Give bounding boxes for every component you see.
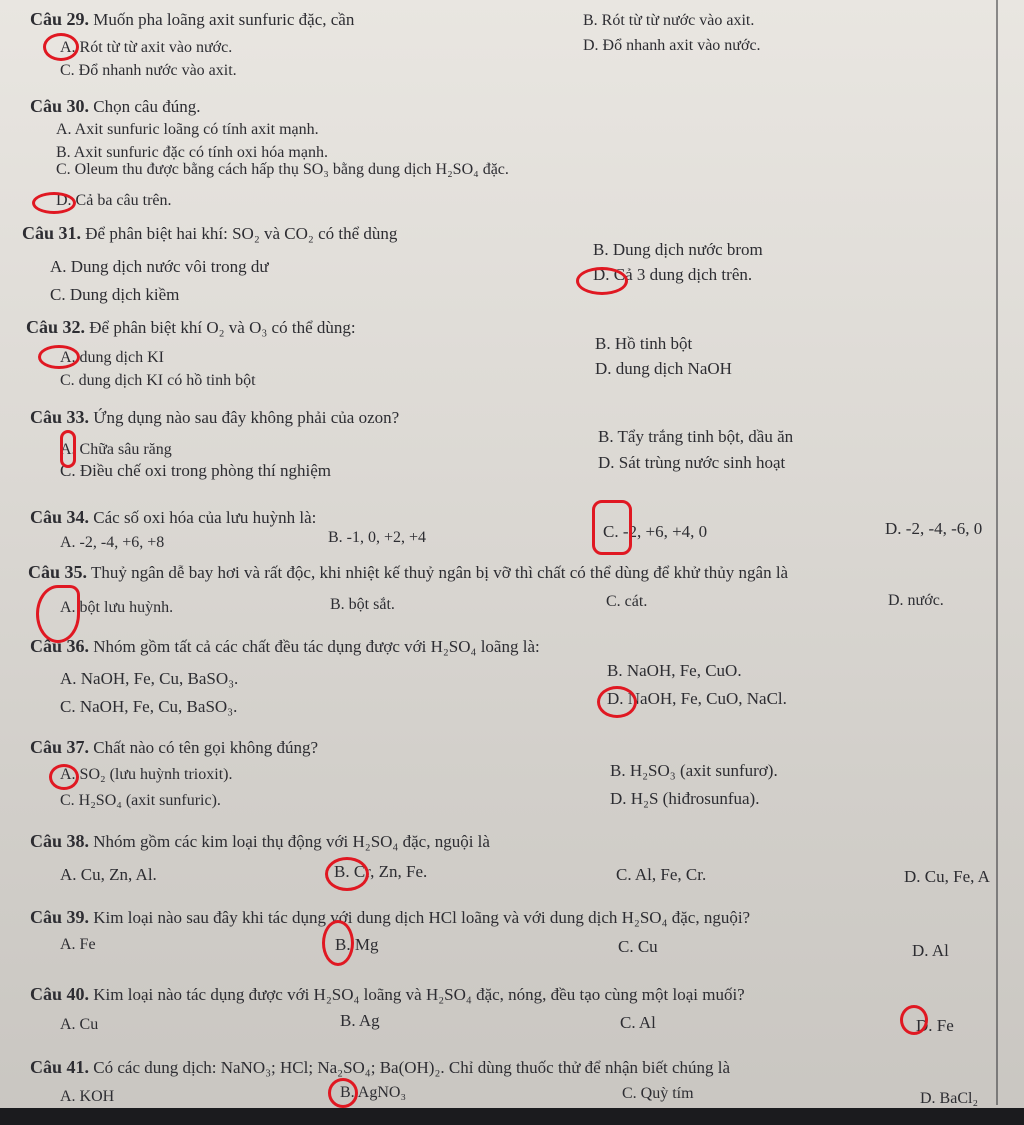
option-b: B. Rót từ từ nước vào axit. xyxy=(583,12,755,29)
option-d: D. dung dịch NaOH xyxy=(595,359,732,378)
option-a: A. Cu, Zn, Al. xyxy=(60,865,157,884)
option-c: C. Cu xyxy=(618,937,658,956)
option-d: D. BaCl₂ xyxy=(920,1090,979,1107)
option-a: A. KOH xyxy=(60,1088,115,1105)
option-c: C. Al, Fe, Cr. xyxy=(616,865,707,884)
option-a: A. NaOH, Fe, Cu, BaSO₃. xyxy=(60,669,239,688)
option-b: B. Mg xyxy=(335,935,379,954)
option-a: A. Axit sunfuric loãng có tính axit mạnh. xyxy=(56,121,319,138)
option-c: C. NaOH, Fe, Cu, BaSO₃. xyxy=(60,697,238,716)
viewer-bottom-bar xyxy=(0,1108,1024,1125)
question-number: Câu 29. xyxy=(30,9,90,29)
question-number: Câu 30. xyxy=(30,96,90,116)
option-a: A. SO₂ (lưu huỳnh trioxit). xyxy=(60,766,233,783)
option-d: D. Cả 3 dung dịch trên. xyxy=(593,265,753,284)
option-d: D. -2, -4, -6, 0 xyxy=(885,519,983,538)
option-c: C. Đổ nhanh nước vào axit. xyxy=(60,62,237,79)
question-number: Câu 33. xyxy=(30,407,90,427)
option-a: A. Cu xyxy=(60,1016,99,1033)
question-text: Để phân biệt khí O₂ và O₃ có thể dùng: xyxy=(89,318,356,337)
option-c: C. Quỳ tím xyxy=(622,1085,694,1102)
question-31 xyxy=(22,224,397,242)
question-text: Muốn pha loãng axit sunfuric đặc, cần xyxy=(93,10,355,29)
question-number: Câu 35. xyxy=(28,562,88,582)
question-37 xyxy=(30,738,318,756)
option-b: B. AgNO₃ xyxy=(340,1084,407,1101)
option-d: D. H₂S (hiđrosunfua). xyxy=(610,789,760,808)
question-40 xyxy=(30,985,745,1003)
option-d: D. Sát trùng nước sinh hoạt xyxy=(598,453,786,472)
option-d: D. Al xyxy=(912,941,949,960)
question-text: Kim loại nào sau đây khi tác dụng với dung dịch HCl loãng và với dung dịch H₂SO₄ đặc, nguội? xyxy=(93,908,751,927)
question-number: Câu 36. xyxy=(30,636,90,656)
question-text: Chất nào có tên gọi không đúng? xyxy=(93,738,319,757)
question-text: Chọn câu đúng. xyxy=(93,97,201,116)
option-b: B. Axit sunfuric đặc có tính oxi hóa mạnh. xyxy=(56,144,328,161)
option-a: A. dung dịch KI xyxy=(60,349,164,366)
option-d: D. nước. xyxy=(888,592,944,609)
question-number: Câu 31. xyxy=(22,223,82,243)
question-29 xyxy=(30,10,354,28)
option-d: D. Cu, Fe, A xyxy=(904,867,990,886)
option-d: D. Fe xyxy=(916,1016,954,1035)
option-d: D. NaOH, Fe, CuO, NaCl. xyxy=(607,689,787,708)
option-c: C. Al xyxy=(620,1013,656,1032)
question-number: Câu 38. xyxy=(30,831,90,851)
option-b: B. Dung dịch nước brom xyxy=(593,240,763,259)
question-34 xyxy=(30,508,316,526)
option-a: A. Dung dịch nước vôi trong dư xyxy=(50,257,269,276)
question-number: Câu 39. xyxy=(30,907,90,927)
option-d: D. Đổ nhanh axit vào nước. xyxy=(583,37,761,54)
question-39 xyxy=(30,908,750,926)
question-30 xyxy=(30,97,200,115)
option-a: A. Chữa sâu răng xyxy=(60,441,172,458)
question-text: Kim loại nào tác dụng được với H₂SO₄ loãng và H₂SO₄ đặc, nóng, đều tạo cùng một loại muối? xyxy=(93,985,745,1004)
question-41 xyxy=(30,1058,730,1076)
option-a: A. -2, -4, +6, +8 xyxy=(60,534,165,551)
option-b: B. Tẩy trắng tinh bột, dầu ăn xyxy=(598,427,794,446)
option-a: A. Rót từ từ axit vào nước. xyxy=(60,39,233,56)
option-a: A. Fe xyxy=(60,936,96,953)
question-33 xyxy=(30,408,399,426)
question-35 xyxy=(28,563,788,581)
question-32 xyxy=(26,318,356,336)
option-c: C. Oleum thu được bằng cách hấp thụ SO₃ bằng dung dịch H₂SO₄ đặc. xyxy=(56,161,509,178)
option-b: B. -1, 0, +2, +4 xyxy=(328,529,427,546)
question-text: Để phân biệt hai khí: SO₂ và CO₂ có thể dùng xyxy=(85,224,398,243)
option-b: B. Ag xyxy=(340,1011,380,1030)
option-c: C. H₂SO₄ (axit sunfuric). xyxy=(60,792,221,809)
option-b: B. NaOH, Fe, CuO. xyxy=(607,661,742,680)
option-b: B. bột sắt. xyxy=(330,596,395,613)
option-c: C. dung dịch KI có hồ tinh bột xyxy=(60,372,256,389)
option-d: D. Cả ba câu trên. xyxy=(56,192,172,209)
option-a: A. bột lưu huỳnh. xyxy=(60,599,174,616)
question-text: Có các dung dịch: NaNO₃; HCl; Na₂SO₄; Ba(OH)₂. Chỉ dùng thuốc thử để nhận biết chúng là xyxy=(93,1058,731,1077)
option-c: C. -2, +6, +4, 0 xyxy=(603,522,708,541)
question-number: Câu 34. xyxy=(30,507,90,527)
question-number: Câu 32. xyxy=(26,317,86,337)
question-text: Các số oxi hóa của lưu huỳnh là: xyxy=(93,508,317,527)
option-b: B. Cr, Zn, Fe. xyxy=(334,862,428,881)
question-38 xyxy=(30,832,490,850)
option-b: B. H₂SO₃ (axit sunfurơ). xyxy=(610,761,778,780)
question-number: Câu 41. xyxy=(30,1057,90,1077)
option-c: C. Dung dịch kiềm xyxy=(50,285,180,304)
question-text: Nhóm gồm tất cả các chất đều tác dụng được với H₂SO₄ loãng là: xyxy=(93,637,540,656)
question-number: Câu 37. xyxy=(30,737,90,757)
question-text: Nhóm gồm các kim loại thụ động với H₂SO₄ đặc, nguội là xyxy=(93,832,490,851)
question-36 xyxy=(30,637,540,655)
question-text: Thuỷ ngân dễ bay hơi và rất độc, khi nhiệt kế thuỷ ngân bị vỡ thì chất có thể dùng để khử thủy ngân là xyxy=(90,563,789,582)
option-c: C. Điều chế oxi trong phòng thí nghiệm xyxy=(60,461,332,480)
option-b: B. Hồ tinh bột xyxy=(595,334,693,353)
question-number: Câu 40. xyxy=(30,984,90,1004)
option-c: C. cát. xyxy=(606,593,648,610)
page-fold-line xyxy=(996,0,998,1105)
question-text: Ứng dụng nào sau đây không phải của ozon? xyxy=(93,408,400,427)
